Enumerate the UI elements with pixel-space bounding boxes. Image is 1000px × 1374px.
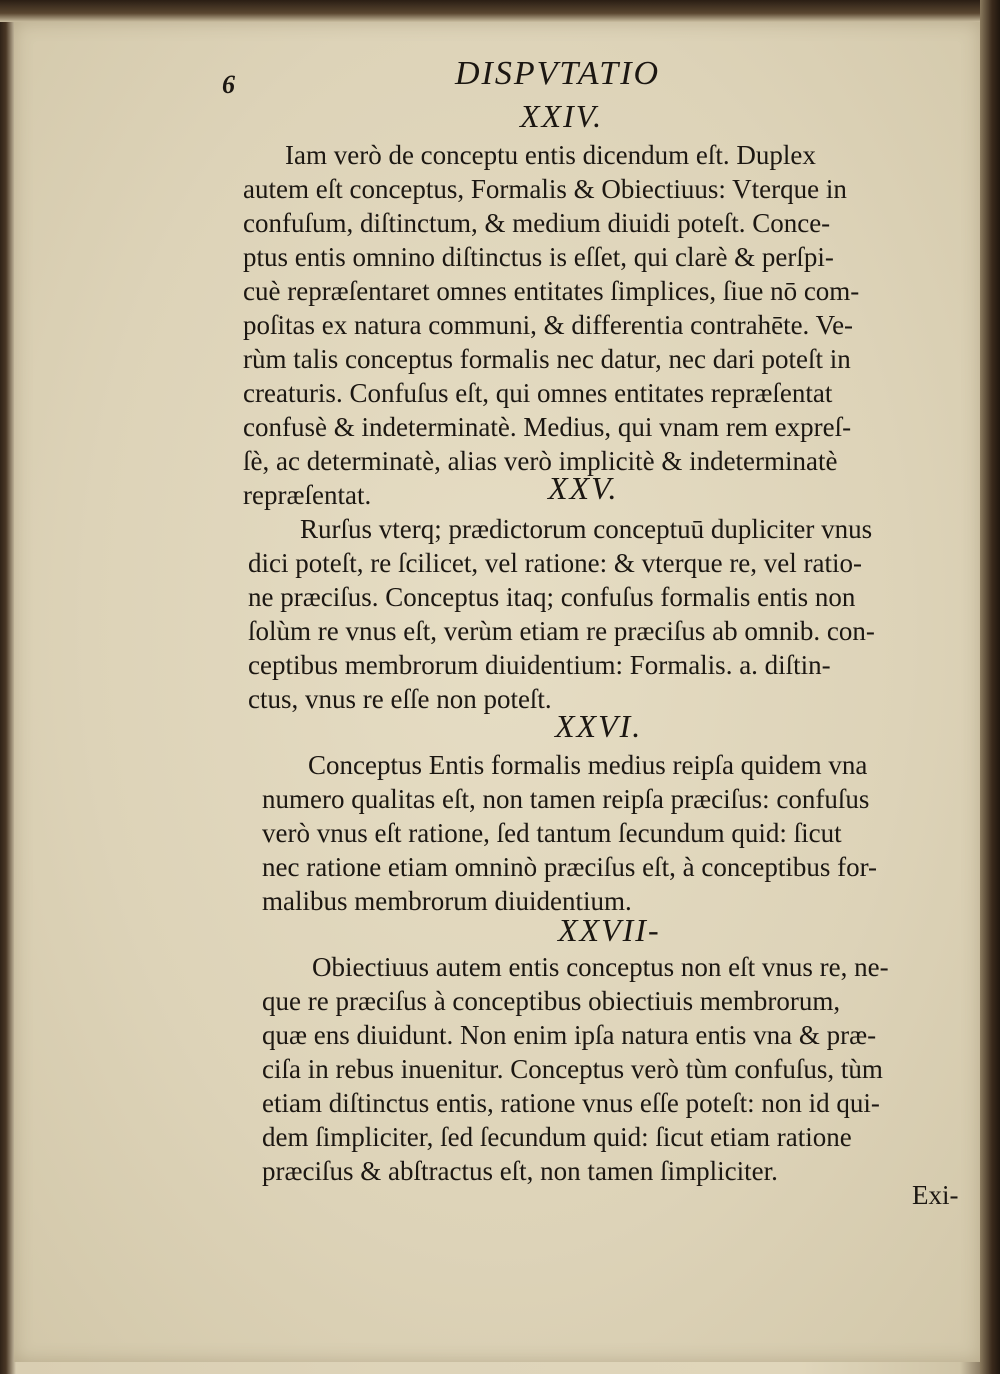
text-line: verò vnus eſt ratione, ſed tantum ſecundum quid: ſicut [262, 818, 842, 848]
section-heading: XXIV. [520, 98, 604, 134]
top-edge [0, 0, 1000, 22]
right-binding-edge [980, 0, 1000, 1374]
running-head: DISPVTATIO [455, 55, 661, 92]
section-heading: XXVII- [558, 912, 661, 948]
text-line: poſitas ex natura communi, & differentia contrahēte. Ve- [243, 310, 854, 340]
page-number: 6 [222, 70, 235, 99]
section-heading: XXV. [548, 470, 619, 506]
text-line: præciſus & abſtractus eſt, non tamen ſimpliciter. [262, 1156, 778, 1186]
text-line: repræſentat. [243, 480, 372, 510]
text-line: Conceptus Entis formalis medius reipſa quidem vna [308, 750, 868, 780]
text-line: malibus membrorum diuidentium. [262, 886, 632, 916]
text-line: Iam verò de conceptu entis dicendum eſt. Duplex [285, 140, 816, 170]
text-line: quæ ens diuidunt. Non enim ipſa natura entis vna & præ- [262, 1020, 877, 1050]
text-line: cuè repræſentaret omnes entitates ſimplices, ſiue nō com- [243, 276, 860, 306]
text-line: etiam diſtinctus entis, ratione vnus eſſe poteſt: non id qui- [262, 1088, 880, 1118]
text-line: numero qualitas eſt, non tamen reipſa præciſus: confuſus [262, 784, 870, 814]
text-line: Obiectiuus autem entis conceptus non eſt vnus re, ne- [312, 952, 889, 982]
text-line: ptus entis omnino diſtinctus is eſſet, qui clarè & perſpi- [243, 242, 834, 272]
text-line: ceptibus membrorum diuidentium: Formalis. a. diſtin- [248, 650, 831, 680]
catchword: Exi- [912, 1180, 959, 1210]
text-line: rùm talis conceptus formalis nec datur, nec dari poteſt in [243, 344, 851, 374]
text-line: ctus, vnus re eſſe non poteſt. [248, 684, 552, 714]
text-line: ciſa in rebus inuenitur. Conceptus verò tùm confuſus, tùm [262, 1054, 883, 1084]
section-heading: XXVI. [555, 708, 643, 744]
text-line: dici poteſt, re ſcilicet, vel ratione: & vterque re, vel ratio- [248, 548, 862, 578]
text-line: autem eſt conceptus, Formalis & Obiectiuus: Vterque in [243, 174, 847, 204]
text-line: creaturis. Confuſus eſt, qui omnes entitates repræſentat [243, 378, 833, 408]
text-line: ſè, ac determinatè, alias verò implicitè & indeterminatè [243, 446, 838, 476]
text-line: ne præciſus. Conceptus itaq; confuſus formalis entis non [248, 582, 856, 612]
text-line: nec ratione etiam omninò præciſus eſt, à conceptibus for- [262, 852, 878, 882]
text-line: dem ſimpliciter, ſed ſecundum quid: ſicut etiam ratione [262, 1122, 852, 1152]
text-line: confuſum, diſtinctum, & medium diuidi poteſt. Conce- [243, 208, 831, 238]
text-line: Rurſus vterq; prædictorum conceptuū dupliciter vnus [300, 514, 873, 544]
text-line: que re præciſus à conceptibus obiectiuis membrorum, [262, 986, 841, 1016]
text-line: confusè & indeterminatè. Medius, qui vnam rem expreſ- [243, 412, 852, 442]
text-line: ſolùm re vnus eſt, verùm etiam re præciſus ab omnib. con- [248, 616, 875, 646]
